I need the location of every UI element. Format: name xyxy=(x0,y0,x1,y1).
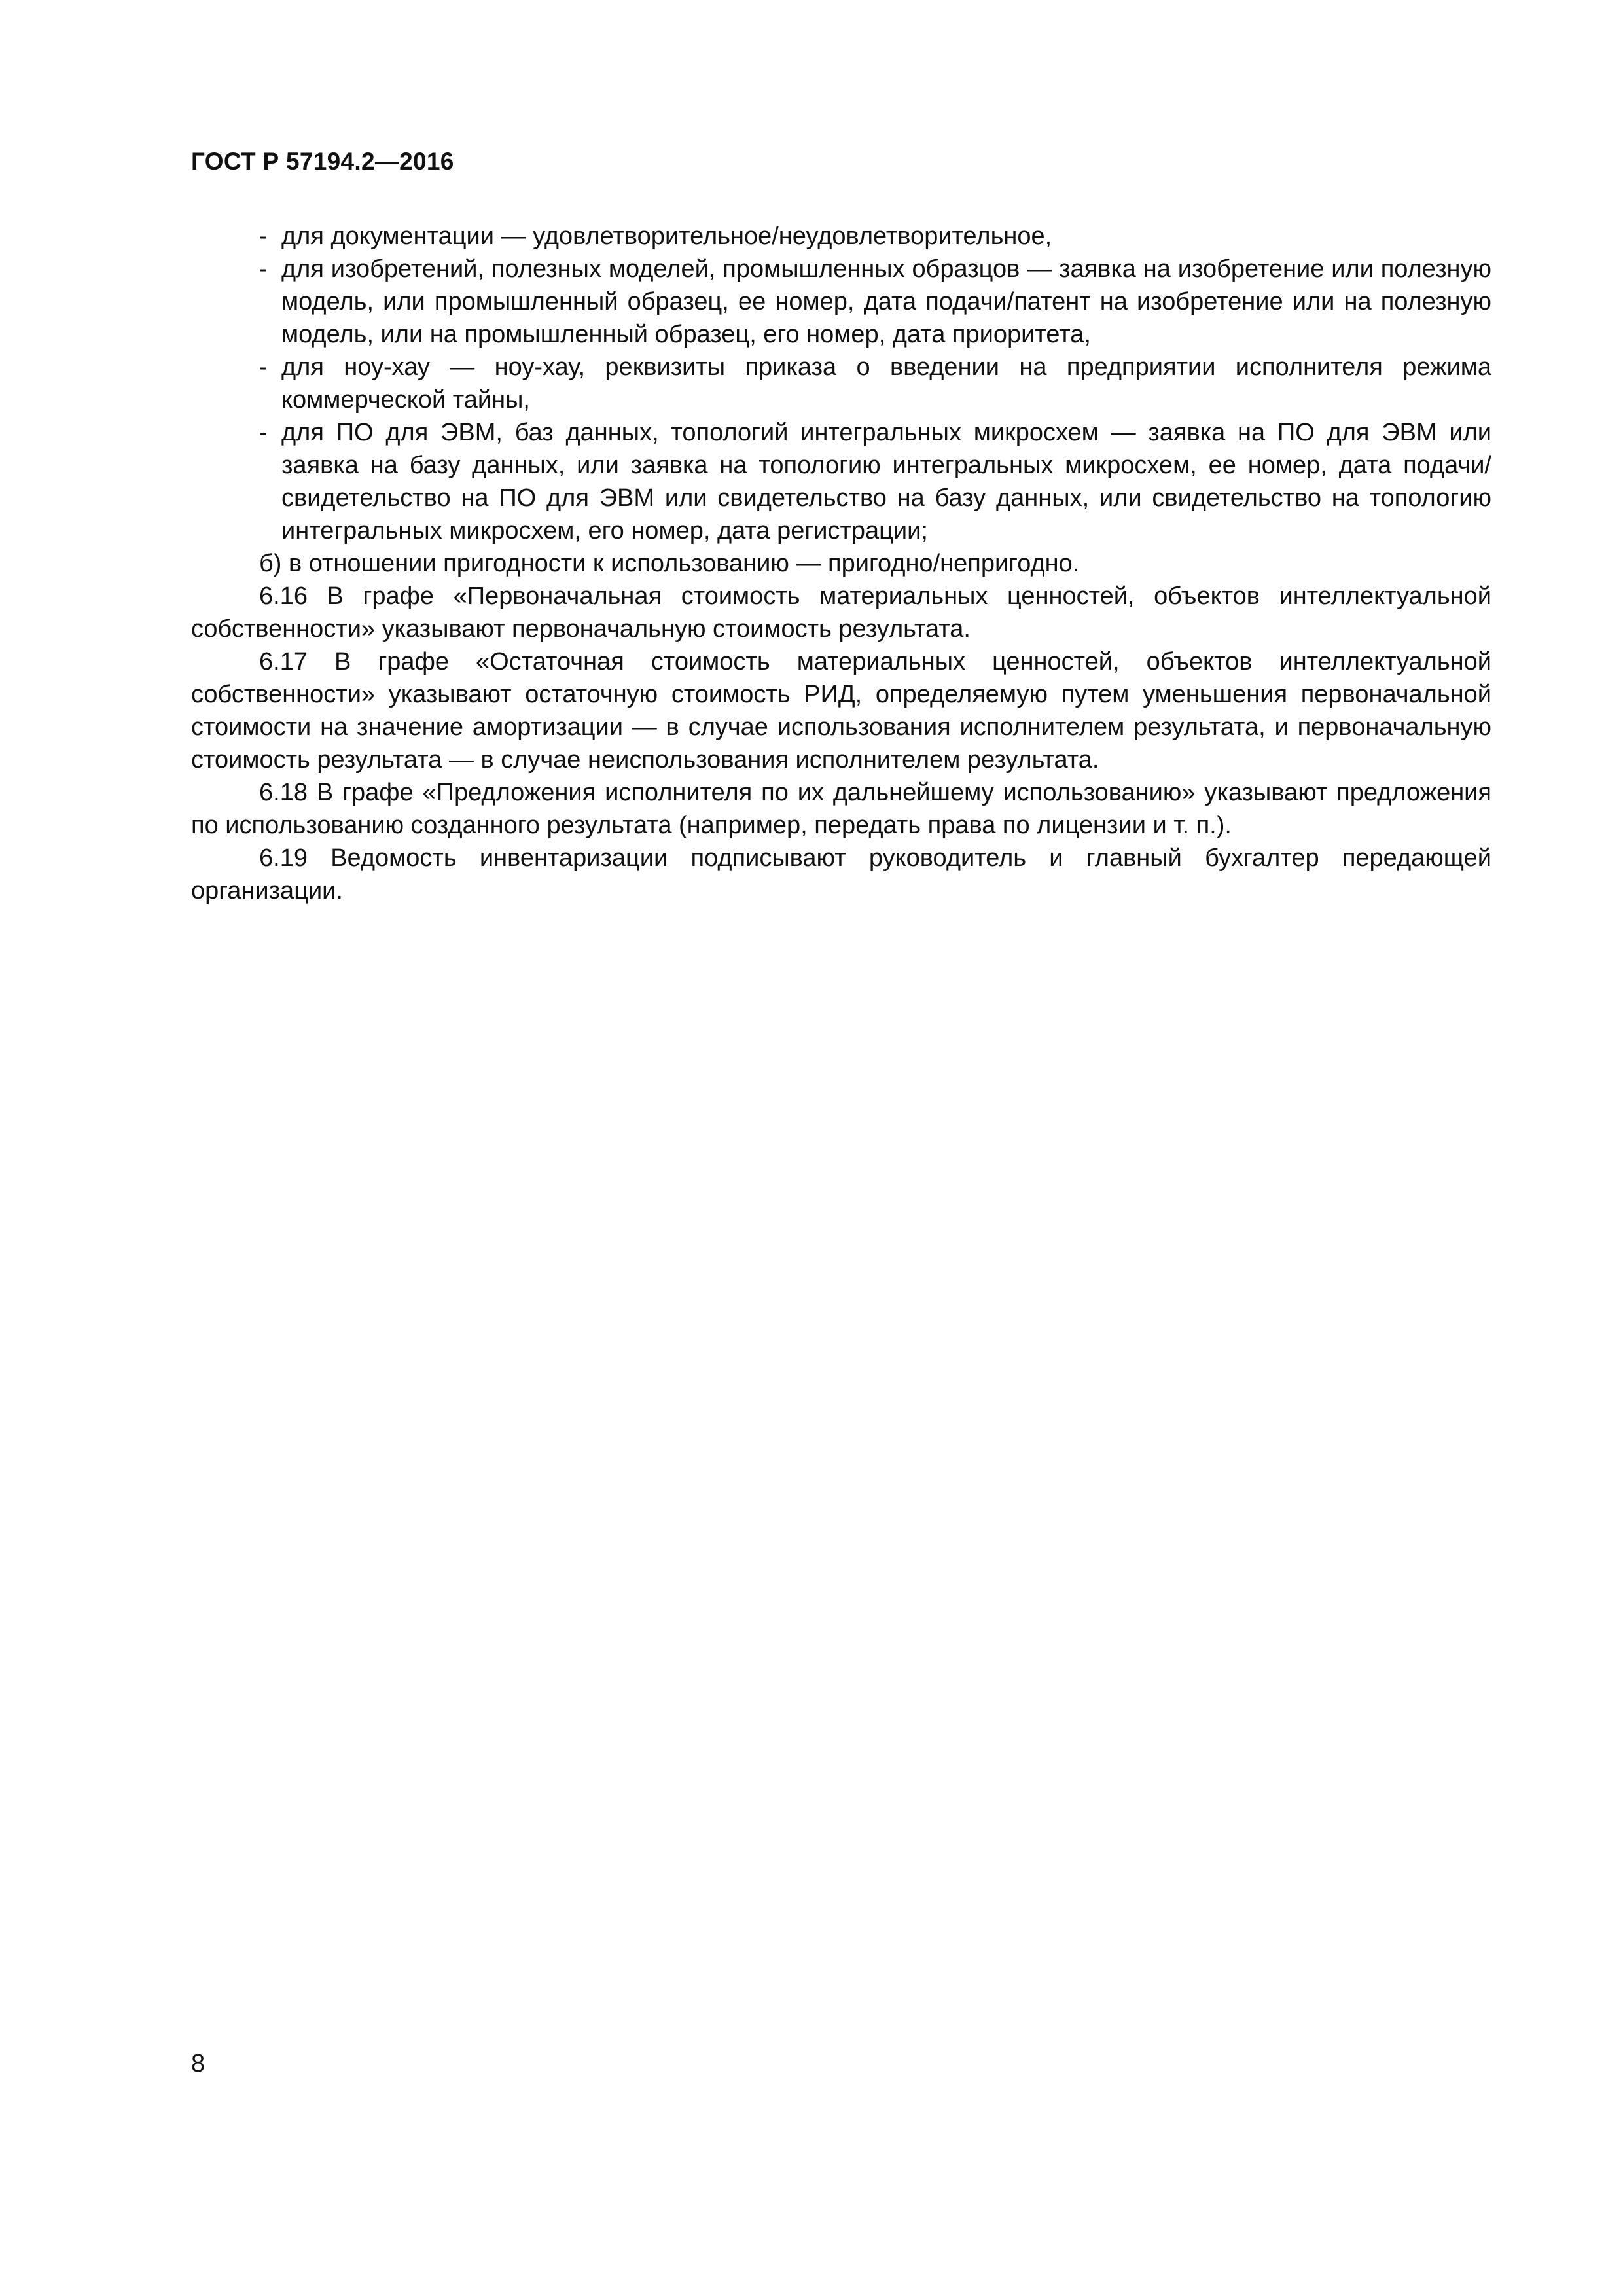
list-item-text: для изобретений, полезных моделей, промышленных образцов — заявка на изобретение или полезную модель, или промышленный образец, ее номер, дата подачи/патент на изобретение или на полезную модель, или на промышленный образец, его номер, дата приоритета, xyxy=(281,255,1491,348)
paragraph-6-18: 6.18 В графе «Предложения исполнителя по их дальнейшему использованию» указывают предложения по использованию созданного результата (например, передать права по лицензии и т. п.). xyxy=(191,779,1491,839)
document-header: ГОСТ Р 57194.2—2016 xyxy=(191,148,454,175)
page-number: 8 xyxy=(191,2050,205,2077)
list-item xyxy=(191,416,1491,547)
paragraph-6-17: 6.17 В графе «Остаточная стоимость материальных ценностей, объектов интеллектуальной собственности» указывают остаточную стоимость РИД, определяемую путем уменьшения первоначальной стоимости на значение амортизации — в случае использования исполнителем результата, и первоначальную стоимость результата — в случае неиспользования исполнителем результата. xyxy=(191,648,1491,774)
document-body xyxy=(191,220,1491,907)
paragraph-6-19: 6.19 Ведомость инвентаризации подписывают руководитель и главный бухгалтер передающей организации. xyxy=(191,844,1491,905)
list-marker: - xyxy=(259,223,268,250)
list-item xyxy=(191,253,1491,351)
list-item-text: для ПО для ЭВМ, баз данных, топологий интегральных микросхем — заявка на ПО для ЭВМ или заявка на базу данных, или заявка на топологию интегральных микросхем, ее номер, дата подачи/свидетельство на ПО для ЭВМ или свидетельство на базу данных, или свидетельство на топологию интегральных микросхем, его номер, дата регистрации; xyxy=(281,419,1491,545)
list-marker: - xyxy=(259,419,268,446)
list-item xyxy=(191,220,1491,253)
subitem-b: б) в отношении пригодности к использованию — пригодно/непригодно. xyxy=(259,550,1080,577)
list-marker: - xyxy=(259,353,268,381)
list-marker: - xyxy=(259,255,268,283)
list-item-text: для ноу-хау — ноу-хау, реквизиты приказа о введении на предприятии исполнителя режима коммерческой тайны, xyxy=(281,353,1491,414)
list-item-text: для документации — удовлетворительное/неудовлетворительное, xyxy=(281,223,1052,250)
list-item xyxy=(191,351,1491,416)
paragraph-6-16: 6.16 В графе «Первоначальная стоимость материальных ценностей, объектов интеллектуальной собственности» указывают первоначальную стоимость результата. xyxy=(191,583,1491,643)
